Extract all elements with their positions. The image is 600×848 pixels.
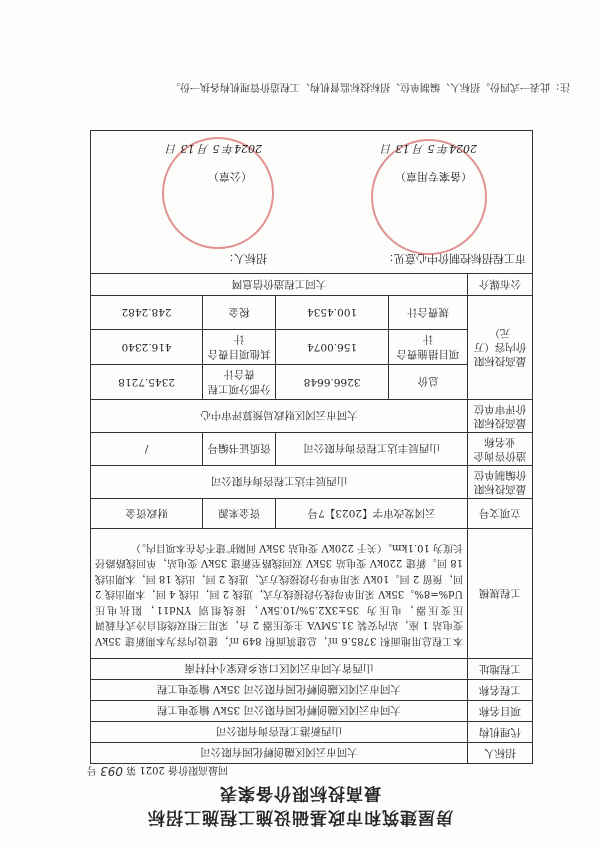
other-label: 其他项目费合计	[203, 330, 276, 365]
doc-title-line2: 最高投标限价备案表	[219, 783, 381, 803]
fee-value: 100.4534	[276, 296, 389, 330]
date-left: 2024年 5 月 13 日	[166, 142, 262, 155]
signature-area	[91, 131, 532, 273]
serial-suffix: 号	[86, 764, 97, 775]
cert-label: 资质证书编号	[203, 433, 276, 466]
project-value: 大同市云冈区融创孵化园有限公司 35kV 输变电工程	[91, 701, 468, 722]
price-label: 最高投标限价内容（万元）	[468, 296, 533, 400]
fee-label: 规费合计	[389, 296, 468, 330]
tenderer-label: 招标人	[468, 743, 533, 764]
publish-value: 大同工程造价信息网	[91, 274, 468, 296]
tenderer-sign: 招标人：	[223, 252, 267, 265]
compiler-value: 山西辰丰达工程咨询有限公司	[91, 466, 468, 499]
tax-label: 税金	[203, 296, 276, 330]
scale-label: 工程规模	[468, 529, 533, 659]
location-value: 山西省大同市云冈区口泉乡赵家小村村南	[91, 659, 468, 680]
footer-note: 注：此表一式四份。招标人、编制单位、招标投标监督机构、工程造价管理机构各执一份。	[170, 81, 570, 92]
center-opinion: 市工程招标控制价中心意见：	[383, 252, 526, 265]
reviewer-label: 最高投标限价评审单位	[468, 400, 533, 433]
serial-number	[87, 764, 228, 779]
agent-value: 山西新港工程咨询有限公司	[91, 722, 468, 743]
reviewer-value: 大同市云冈区财政局预算评审中心	[91, 400, 468, 433]
total-label: 总价	[389, 365, 468, 400]
serial-prefix: 同最高限价备 2021 第	[126, 764, 228, 775]
scale-value: 本工程总用地面积 3785.6 ㎡，总建筑面积 849 ㎡，建设内容为本期新建 35kV 变电站 1 座，站内安装 31.5MVA 主变压器 2 台，采用三相双绕组自冷式有载调压变压器，电压为 35±3X2.5%/10.5kV，接线组别 YNd11，阻抗电压 Ud%=8%。35kV 采用单母线分段接线方式，进线 2 回，出线 4 回，本期出线 2 回，预留 2 回。10kV 采用单母分段接线方式，进线 2 回，出线 18 回，本期出线 18 回。新建 220kV 变电站 35kV 双回线路至新建 35kV 变电站，单回线路路径长度为 10.1km。（关于 220kV 变电站 35kV 间隔扩建不含在本项目内。）	[91, 529, 468, 659]
approval-label: 立项文号	[468, 499, 533, 529]
seal-left: （公章）	[208, 170, 252, 183]
measure-value: 156.0074	[276, 330, 389, 365]
cost-firm-label: 造价咨询企业名称	[468, 433, 533, 466]
doc-title-line1: 房屋建筑和市政基础设施工程施工招标	[147, 807, 453, 827]
sub-label: 分部分项工程费合计	[203, 365, 276, 400]
agent-label: 代理机构	[468, 722, 533, 743]
seal-right: （备案专用章）	[395, 170, 472, 183]
funding-value: 财政资金	[91, 499, 203, 529]
measure-label: 项目措施费合计	[389, 330, 468, 365]
cost-firm-value: 山西辰丰达工程咨询有限公司	[276, 433, 468, 466]
tenderer-value: 大同市云冈区融创孵化园有限公司	[91, 743, 468, 764]
other-value: 416.2340	[91, 330, 203, 365]
project-label: 项目名称	[468, 701, 533, 722]
approval-value: 云冈发改审字【2023】7号	[276, 499, 468, 529]
sub-value: 2345.7218	[91, 365, 203, 400]
compiler-label: 最高投标限价编制单位	[468, 466, 533, 499]
total-value: 3266.6648	[276, 365, 389, 400]
engineering-value: 大同市云冈区融创孵化园有限公司 35kV 输变电工程	[91, 680, 468, 701]
tax-value: 248.2482	[91, 296, 203, 330]
date-right: 2024年 5 月 13 日	[381, 142, 477, 155]
publish-label: 公布媒介	[468, 274, 533, 296]
cert-value: /	[91, 433, 203, 466]
filing-form-table	[90, 130, 533, 764]
serial-no: 093	[100, 764, 123, 778]
funding-label: 资金来源	[203, 499, 276, 529]
engineering-label: 工程名称	[468, 680, 533, 701]
location-label: 工程地址	[468, 659, 533, 680]
